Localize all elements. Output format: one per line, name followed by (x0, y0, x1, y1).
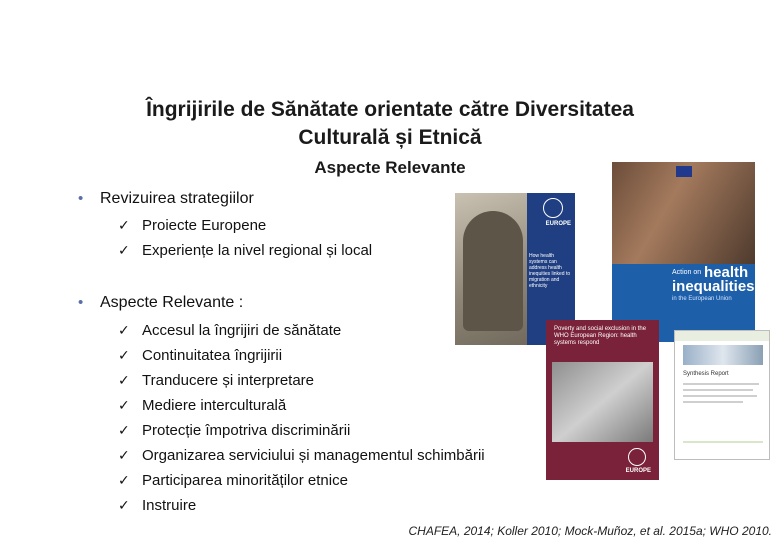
list-item (118, 213, 372, 238)
eu-health-inequalities-cover (612, 162, 755, 342)
logo-strip (683, 441, 763, 443)
list-item (118, 343, 485, 368)
text-line (683, 383, 759, 385)
cover-line-2b: inequalities (672, 278, 755, 295)
section-heading-relevant-aspects (78, 294, 243, 312)
title-line-1: Îngrijirile de Sănătate orientate către Diversitatea (146, 98, 634, 121)
text-line (683, 395, 757, 397)
family-photo (612, 162, 755, 264)
cover-label: EUROPE (625, 468, 651, 474)
portrait-figure (463, 211, 523, 331)
check-icon: ✓ (118, 397, 130, 413)
section-heading-text: Revizuirea strategiilor (100, 190, 254, 207)
list-item-text: Experiențe la nivel regional și local (142, 242, 373, 259)
text-line (683, 401, 743, 403)
bullet-icon: • (78, 190, 84, 207)
hands-photo (552, 362, 653, 442)
cover-photo (683, 345, 763, 365)
page-title (60, 96, 720, 152)
cover-heading: Poverty and social exclusion in the WHO European Region: health systems respond (554, 326, 647, 346)
cover-line-1: Action on (672, 269, 702, 276)
check-icon: ✓ (118, 447, 130, 463)
list-item (118, 493, 485, 518)
check-icon: ✓ (118, 242, 130, 258)
synthesis-report-cover (674, 330, 770, 460)
title-line-2: Culturală și Etnică (298, 126, 482, 149)
check-icon: ✓ (118, 322, 130, 338)
eu-flag-icon (676, 166, 692, 177)
check-icon: ✓ (118, 372, 130, 388)
section-heading-text: Aspecte Relevante : (100, 294, 244, 311)
list-item-text: Instruire (142, 497, 197, 514)
cover-line-3: in the European Union (672, 296, 732, 302)
who-logo-icon (543, 198, 563, 218)
cover-label: EUROPE (545, 221, 571, 227)
who-poverty-report-cover (546, 320, 659, 480)
list-item-text: Proiecte Europene (142, 217, 267, 234)
list-item-text: Continuitatea îngrijirii (142, 347, 283, 364)
list-item-text: Accesul la îngrijiri de sănătate (142, 322, 342, 339)
citation: CHAFEA, 2014; Koller 2010; Mock-Muñoz, et al. 2015a; WHO 2010. (408, 524, 772, 538)
list-item-text: Protecție împotriva discriminării (142, 422, 351, 439)
cover-line-2a: health (704, 264, 749, 281)
list-item-text: Organizarea serviciului și managementul schimbării (142, 447, 485, 464)
check-icon: ✓ (118, 472, 130, 488)
list-item (118, 318, 485, 343)
list-item (118, 238, 372, 263)
section-heading-strategies (78, 190, 254, 208)
check-icon: ✓ (118, 422, 130, 438)
list-item (118, 368, 485, 393)
page-subtitle: Aspecte Relevante (314, 158, 466, 177)
cover-text: How health systems can address health inequities linked to migration and ethnicity (529, 253, 571, 289)
list-item (118, 443, 485, 468)
cover-title: Synthesis Report (683, 371, 729, 377)
who-logo-icon (628, 448, 646, 466)
bullet-icon: • (78, 294, 84, 311)
list-item-text: Tranducere și interpretare (142, 372, 315, 389)
check-icon: ✓ (118, 347, 130, 363)
check-icon: ✓ (118, 217, 130, 233)
text-line (683, 389, 753, 391)
aspects-list (118, 318, 485, 518)
check-icon: ✓ (118, 497, 130, 513)
list-item (118, 393, 485, 418)
list-item-text: Mediere interculturală (142, 397, 287, 414)
cover-header-bar (675, 331, 770, 341)
list-item (118, 418, 485, 443)
strategies-list (118, 213, 372, 263)
list-item (118, 468, 485, 493)
list-item-text: Participarea minorităților etnice (142, 472, 348, 489)
